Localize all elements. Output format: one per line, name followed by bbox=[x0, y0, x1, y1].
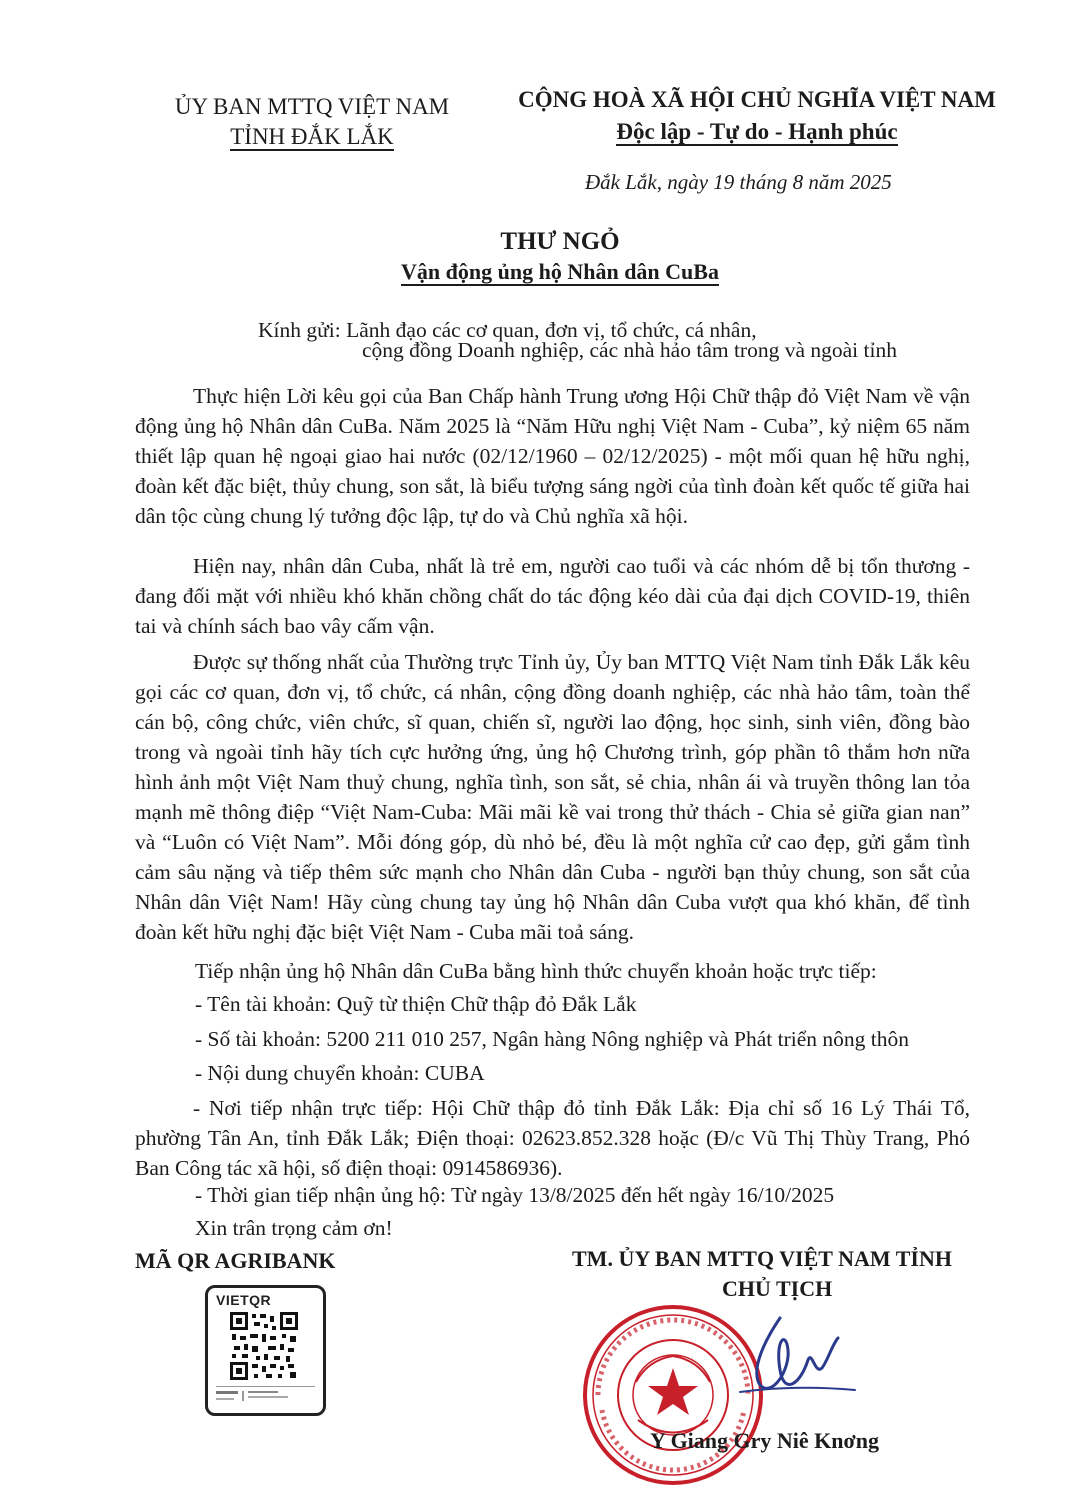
qr-label: MÃ QR AGRIBANK bbox=[135, 1248, 336, 1273]
recipient-line1: Kính gửi: Lãnh đạo các cơ quan, đơn vị, tổ chức, cá nhân, bbox=[258, 318, 757, 342]
issuer-header bbox=[172, 92, 452, 152]
issuer-province: TỈNH ĐẮK LẮK bbox=[230, 124, 394, 149]
thanks-line: Xin trân trọng cảm ơn! bbox=[195, 1216, 393, 1240]
national-header bbox=[512, 84, 1002, 148]
handwritten-signature-icon bbox=[720, 1300, 860, 1410]
qr-card-footer bbox=[216, 1386, 315, 1407]
signature-position: CHỦ TỊCH bbox=[722, 1276, 833, 1301]
paragraph-2: Hiện nay, nhân dân Cuba, nhất là trẻ em, người cao tuổi và các nhóm dễ bị tổn thương - đang đối mặt với nhiều khó khăn chồng chất do tác động kéo dài của đại dịch COVID-19, thiên tai và chính sách bao vây cấm vận. bbox=[135, 554, 970, 638]
direct-receipt-place: - Nơi tiếp nhận trực tiếp: Hội Chữ thập đỏ tỉnh Đắk Lắk: Địa chỉ số 16 Lý Thái Tổ, phường Tân An, tỉnh Đắk Lắk; Điện thoại: 02623.852.328 hoặc (Đ/c Vũ Thị Thùy Trang, Phó Ban Công tác xã hội, số điện thoại: 0914586936). bbox=[135, 1096, 970, 1180]
letter-title: THƯ NGỎ bbox=[500, 228, 620, 255]
date-line: Đắk Lắk, ngày 19 tháng 8 năm 2025 bbox=[585, 170, 892, 194]
national-motto bbox=[512, 116, 1002, 148]
paragraph-1: Thực hiện Lời kêu gọi của Ban Chấp hành Trung ương Hội Chữ thập đỏ Việt Nam về vận động ủng hộ Nhân dân CuBa. Năm 2025 là “Năm Hữu nghị Việt Nam - Cuba”, kỷ niệm 65 năm thiết lập quan hệ ngoại giao hai nước (02/12/1960 – 02/12/2025) - một mối quan hệ hữu nghị, đoàn kết đặc biệt, thủy chung, son sắt, là biểu tượng sáng ngời của tình đoàn kết quốc tế giữa hai dân tộc cùng chung lý tưởng độc lập, tự do và Chủ nghĩa xã hội. bbox=[135, 384, 970, 528]
account-number: - Số tài khoản: 5200 211 010 257, Ngân hàng Nông nghiệp và Phát triển nông thôn bbox=[195, 1027, 909, 1051]
national-title: CỘNG HOÀ XÃ HỘI CHỦ NGHĨA VIỆT NAM bbox=[518, 87, 996, 112]
account-name: - Tên tài khoản: Quỹ từ thiện Chữ thập đỏ Đắk Lắk bbox=[195, 992, 637, 1016]
vietqr-logo: VIETQR bbox=[216, 1292, 272, 1308]
letter-subtitle-text: Vận động ủng hộ Nhân dân CuBa bbox=[401, 259, 719, 284]
issuer-line2 bbox=[172, 122, 452, 152]
paragraph-3: Được sự thống nhất của Thường trực Tỉnh ủy, Ủy ban MTTQ Việt Nam tỉnh Đắk Lắk kêu gọi các cơ quan, đơn vị, tổ chức, cá nhân, cộng đồng doanh nghiệp, các nhà hảo tâm, toàn thể cán bộ, công chức, viên chức, sĩ quan, chiến sĩ, người lao động, học sinh, sinh viên, đồng bào trong và ngoài tỉnh hãy tích cực hưởng ứng, ủng hộ Chương trình, góp phần tô thắm hơn nữa hình ảnh một Việt Nam thuỷ chung, nghĩa tình, son sắt, sẻ chia, nhân ái và truyền thông lan tỏa mạnh mẽ thông điệp “Việt Nam-Cuba: Mãi mãi kề vai trong thử thách - Chia sẻ giữa gian nan” và “Luôn có Việt Nam”. Mỗi đóng góp, dù nhỏ bé, đều là một nghĩa cử cao đẹp, gửi gắm tình cảm sâu nặng và tiếp thêm sức mạnh cho Nhân dân Cuba - người bạn thủy chung, son sắt của Nhân dân Việt Nam! Hãy cùng chung tay ủng hộ Nhân dân Cuba vượt qua khó khăn, để tình đoàn kết hữu nghị đặc biệt Việt Nam - Cuba mãi toả sáng. bbox=[135, 650, 970, 944]
issuer-line1: ỦY BAN MTTQ VIỆT NAM bbox=[174, 94, 450, 119]
signature-title: TM. ỦY BAN MTTQ VIỆT NAM TỈNH bbox=[572, 1246, 952, 1271]
national-motto-text: Độc lập - Tự do - Hạnh phúc bbox=[616, 119, 898, 144]
qr-code-card[interactable] bbox=[205, 1285, 326, 1416]
qr-footer-decoration bbox=[216, 1387, 315, 1405]
receipt-period: - Thời gian tiếp nhận ủng hộ: Từ ngày 13/8/2025 đến hết ngày 16/10/2025 bbox=[195, 1183, 835, 1207]
recipient-line2: cộng đồng Doanh nghiệp, các nhà hảo tâm trong và ngoài tỉnh bbox=[362, 338, 897, 362]
transfer-content: - Nội dung chuyển khoản: CUBA bbox=[195, 1061, 485, 1085]
qr-code-icon bbox=[230, 1312, 298, 1380]
donation-intro: Tiếp nhận ủng hộ Nhân dân CuBa bằng hình thức chuyển khoản hoặc trực tiếp: bbox=[195, 959, 877, 983]
signer-name: Y Giang Gry Niê Knơng bbox=[650, 1428, 879, 1453]
letter-subtitle bbox=[0, 259, 1080, 285]
